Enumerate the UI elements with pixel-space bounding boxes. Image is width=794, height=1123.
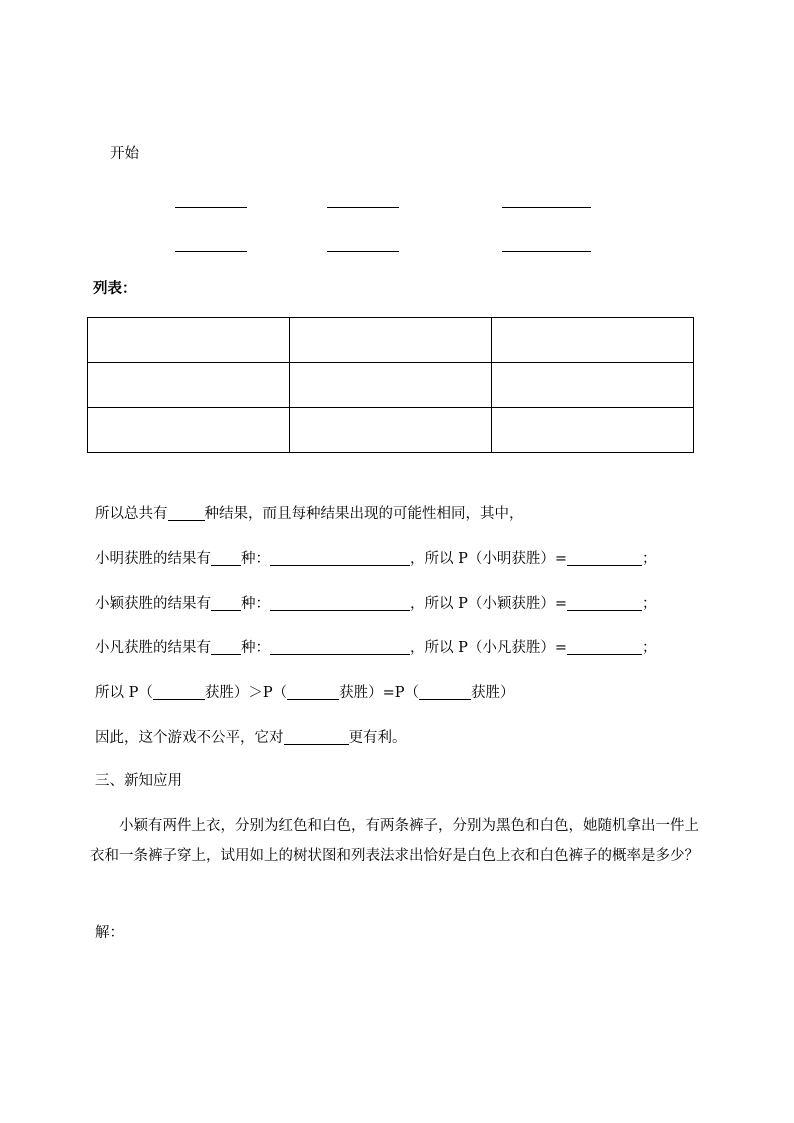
tree-blank-4[interactable] bbox=[175, 251, 247, 252]
probability-blank[interactable] bbox=[567, 551, 642, 566]
result-text-d: ； bbox=[642, 596, 657, 612]
comparison-line bbox=[95, 685, 515, 701]
tree-start-label: 开始 bbox=[110, 146, 139, 162]
table-cell[interactable] bbox=[88, 408, 290, 453]
compare-text-d: 获胜） bbox=[471, 685, 515, 701]
count-blank[interactable] bbox=[211, 551, 241, 566]
outcomes-blank[interactable] bbox=[270, 551, 410, 566]
probability-blank[interactable] bbox=[567, 640, 642, 655]
compare-blank-1[interactable] bbox=[153, 685, 205, 700]
result-line-xiaofan bbox=[95, 640, 657, 656]
result-text-b: 种： bbox=[241, 640, 270, 656]
count-blank[interactable] bbox=[211, 640, 241, 655]
table-row bbox=[88, 318, 694, 363]
table-cell[interactable] bbox=[88, 318, 290, 363]
conclusion-text-b: 更有利。 bbox=[348, 730, 407, 746]
count-blank[interactable] bbox=[211, 596, 241, 611]
table-cell[interactable] bbox=[290, 363, 492, 408]
compare-blank-3[interactable] bbox=[419, 685, 471, 700]
table-row bbox=[88, 363, 694, 408]
total-count-blank[interactable] bbox=[168, 506, 205, 521]
result-text-a: 小明获胜的结果有 bbox=[95, 551, 211, 567]
table-cell[interactable] bbox=[492, 408, 694, 453]
tree-blank-1[interactable] bbox=[175, 207, 247, 208]
result-text-c: ，所以 P（小明获胜）= bbox=[410, 551, 568, 567]
result-text-b: 种： bbox=[241, 551, 270, 567]
table-row bbox=[88, 408, 694, 453]
conclusion-line bbox=[95, 730, 407, 746]
table-cell[interactable] bbox=[88, 363, 290, 408]
compare-text-c: 获胜）=P（ bbox=[339, 685, 420, 701]
problem-paragraph: 小颖有两件上衣，分别为红色和白色，有两条裤子，分别为黑色和白色，她随机拿出一件上衣和一条裤子穿上，试用如上的树状图和列表法求出恰好是白色上衣和白色裤子的概率是多少？ bbox=[90, 818, 699, 864]
probability-blank[interactable] bbox=[567, 596, 642, 611]
tree-blank-6[interactable] bbox=[502, 251, 591, 252]
table-cell[interactable] bbox=[492, 363, 694, 408]
tree-blank-5[interactable] bbox=[327, 251, 399, 252]
table-cell[interactable] bbox=[290, 318, 492, 363]
table-cell[interactable] bbox=[492, 318, 694, 363]
outcomes-blank[interactable] bbox=[270, 640, 410, 655]
conclusion-text-a: 因此，这个游戏不公平，它对 bbox=[95, 730, 284, 746]
tree-blank-2[interactable] bbox=[327, 207, 399, 208]
table-heading: 列表： bbox=[93, 280, 137, 297]
tree-blank-3[interactable] bbox=[502, 207, 591, 208]
result-text-d: ； bbox=[642, 640, 657, 656]
section-heading: 三、新知应用 bbox=[95, 773, 182, 789]
outcome-table bbox=[87, 317, 694, 453]
table-cell[interactable] bbox=[290, 408, 492, 453]
total-outcomes-line bbox=[95, 506, 524, 522]
compare-text-a: 所以 P（ bbox=[95, 685, 153, 701]
outcomes-blank[interactable] bbox=[270, 596, 410, 611]
result-text-c: ，所以 P（小凡获胜）= bbox=[410, 640, 568, 656]
result-text-a: 小凡获胜的结果有 bbox=[95, 640, 211, 656]
result-line-xiaoying bbox=[95, 596, 657, 612]
result-text-a: 小颖获胜的结果有 bbox=[95, 596, 211, 612]
answer-label: 解： bbox=[95, 925, 124, 941]
conclusion-blank[interactable] bbox=[284, 730, 349, 745]
compare-blank-2[interactable] bbox=[287, 685, 339, 700]
total-text-a: 所以总共有 bbox=[95, 506, 168, 522]
total-text-b: 种结果，而且每种结果出现的可能性相同，其中， bbox=[204, 506, 524, 522]
result-text-c: ，所以 P（小颖获胜）= bbox=[410, 596, 568, 612]
result-line-xiaoming bbox=[95, 551, 657, 567]
result-text-b: 种： bbox=[241, 596, 270, 612]
result-text-d: ； bbox=[642, 551, 657, 567]
compare-text-b: 获胜）＞P（ bbox=[204, 685, 288, 701]
